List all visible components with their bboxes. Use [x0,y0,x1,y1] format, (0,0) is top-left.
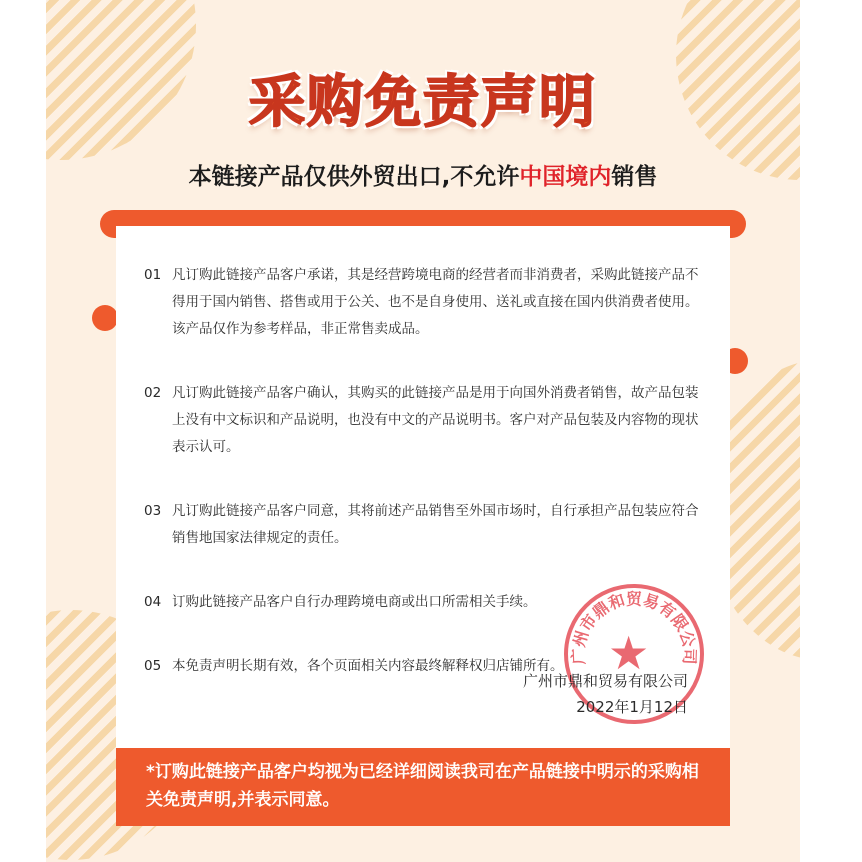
clause-number: 02 [144,385,162,401]
clause-number: 03 [144,503,162,519]
subtitle-suffix: 销售 [611,164,658,190]
clause-text: 订购此链接产品客户自行办理跨境电商或出口所需相关手续。 [172,594,537,610]
clause-item [144,498,704,552]
clause-text: 凡订购此链接产品客户同意，其将前述产品销售至外国市场时，自行承担产品包装应符合销售地国家法律规定的责任。 [172,503,699,546]
poster [46,0,800,862]
seal-text: 广州市鼎和贸易有限公司 [568,589,700,665]
company-name: 广州市鼎和贸易有限公司 [522,672,688,690]
star-icon: ★ [608,626,650,680]
signature-date: 2022年1月12日 [576,698,688,716]
clause-number: 04 [144,594,162,610]
company-signature [426,668,688,720]
clause-item [144,380,704,461]
clause-text: 本免责声明长期有效，各个页面相关内容最终解释权归店铺所有。 [172,658,564,674]
subtitle [46,158,800,191]
clause-number: 01 [144,267,162,283]
clause-text: 凡订购此链接产品客户承诺，其是经营跨境电商的经营者而非消费者，采购此链接产品不得用于国内销售、搭售或用于公关、也不是自身使用、送礼或直接在国内供消费者使用。该产品仅作为参考样品，非正常售卖成品。 [172,267,699,337]
clause-item [144,262,704,343]
clause-number: 05 [144,658,162,674]
page-title: 采购免责声明 [249,70,597,135]
footer-notice: *订购此链接产品客户均视为已经详细阅读我司在产品链接中明示的采购相关免责声明,并表示同意。 [116,748,730,826]
subtitle-highlight: 中国境内 [519,164,612,190]
subtitle-prefix: 本链接产品仅供外贸出口,不允许 [188,164,520,190]
decorative-dot-left [92,305,118,331]
clause-text: 凡订购此链接产品客户确认，其购买的此链接产品是用于向国外消费者销售，故产品包装上没有中文标识和产品说明，也没有中文的产品说明书。客户对产品包装及内容物的现状表示认可。 [172,385,699,455]
